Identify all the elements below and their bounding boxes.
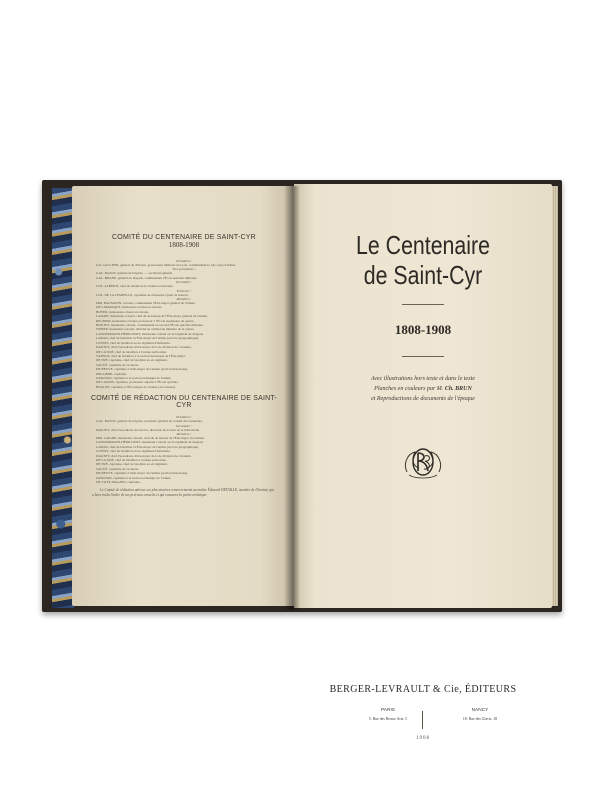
- committee-member: VARNOT, chef de bataillon à la section historique de l'État-major.: [96, 353, 186, 358]
- city-divider: [422, 711, 423, 729]
- title-line-1: Le Centenaire: [356, 230, 490, 260]
- committee-role: Secrétaire :: [175, 280, 193, 285]
- committee-member: LAMAS, chef de bataillon à l'État-major de l'armée (service géographique).: [96, 336, 199, 341]
- publisher-monogram-icon: [401, 442, 445, 482]
- closing-note: Le Comité de rédaction adresse ses plus sincères remerciements au maître Édouard DETAILLE, membre de l'Institut, qui a bien voulu l'aider de ses précieux conseils et qui consacra la partie artistique.: [92, 488, 274, 498]
- redaction-member: DE BEUVE, capitaine à l'état-major de l'armée (section historique).: [96, 471, 188, 476]
- redaction-list: [86, 415, 282, 484]
- left-page-content: [86, 186, 282, 498]
- committee-member: COSSET, chef de bataillon au 2e régiment d'infanterie.: [96, 340, 171, 345]
- committee-role: Président :: [176, 259, 192, 263]
- redaction-member: DAUZET, chef d'escadrons d'état-major de la 4e division de cavalerie.: [96, 453, 192, 458]
- committee-member: DELLIERE, capitaine.: [96, 371, 127, 376]
- years-rule: [402, 356, 444, 357]
- committee-member: LAIGRE, lieutenant-colonel, chef du 4e bureau de l'État-major général de l'armée.: [96, 314, 208, 319]
- open-book: [42, 180, 562, 741]
- redaction-member: GAL. BAZOT, général de brigade, secrétaire général du comité du Centenaire.: [96, 419, 203, 424]
- committee-member: SAUVÉ, capitaine de cavalerie.: [96, 362, 140, 367]
- redaction-member: GRIGNON, capitaine à la section technique de l'armée.: [96, 475, 172, 480]
- redaction-member: DE VOYE-MAGNIN, capitaine.: [96, 480, 141, 485]
- committee-member: GRIGNON, capitaine à la section technique de l'armée.: [96, 375, 172, 380]
- committee-member: DE BEUVE, capitaine à l'état-major de l'armée (section historique).: [96, 367, 188, 372]
- title-years: 1808-1908: [394, 322, 452, 337]
- publication-year: 1908: [416, 736, 430, 741]
- left-page: [72, 186, 294, 606]
- city-paris: PARIS: [380, 708, 396, 713]
- redaction-member: SAUVÉ, capitaine de cavalerie.: [96, 466, 140, 471]
- illustrations-artist: Ch. BRUN: [444, 386, 472, 392]
- redaction-title: COMITÉ DE RÉDACTION DU CENTENAIRE DE SAINT-CYR: [91, 395, 277, 410]
- page-edges: [552, 186, 558, 606]
- committee-member: GAL. BRANE, général de brigade, commandant l'École spéciale militaire.: [96, 275, 198, 280]
- committee-member: DE TRÉ, capitaine, chef de bataillon au 2e régiment.: [96, 358, 168, 363]
- illustrations-line-1: Avec illustrations hors texte et dans le texte: [370, 376, 476, 382]
- redaction-role: Président :: [176, 415, 192, 420]
- committee-role: Trésorier :: [176, 288, 192, 293]
- city-nancy: NANCY: [471, 708, 489, 713]
- redaction-member: LAMAS, chef de bataillon à l'État-major de l'armée (service géographique).: [96, 444, 199, 449]
- committee-member: BOYER, lieutenant-colonel en retraite.: [96, 309, 150, 314]
- redaction-role: Secrétaire :: [175, 423, 193, 428]
- redaction-role: Membres :: [176, 431, 192, 436]
- redaction-member: LANGERMANN-HÉRICOURT, lieutenant-colonel au 3e régiment de dragons.: [96, 440, 204, 445]
- committee-member: Gal. GALLIENI, général de division, gouverneur militaire de Lyon, commandant le 14e corps d'armée.: [96, 263, 236, 267]
- committee-list: [86, 259, 282, 389]
- redaction-member: DE TRÉ, capitaine, chef de bataillon au 2e régiment.: [96, 462, 168, 467]
- publisher-name: BERGER-LEVRAULT & Cie, ÉDITEURS: [329, 684, 517, 695]
- illustrations-line-2-text: Planches en couleurs par M.: [374, 386, 445, 392]
- committee-member: COL. DE LA CHAPELLE, capitaine de chasseurs à pied de réserve.: [96, 292, 189, 297]
- redaction-member: DAUZET, chef d'escadrons de réserve, directeur du Carnet de la Sabretache.: [96, 427, 200, 432]
- committee-member: REGNIER, lieutenant-colonel, professeur à l'École supérieure de guerre.: [96, 318, 195, 323]
- committee-member: LANGERMANN-HÉRICOURT, lieutenant-colonel au 3e régiment de dragons.: [96, 331, 204, 336]
- committee-member: BOUTET, lieutenant-colonel, commandant en second l'École spéciale militaire.: [96, 323, 204, 328]
- committee-years: 1808-1908: [168, 241, 200, 249]
- redaction-member: COSSET, chef de bataillon au 2e régiment d'infanterie.: [96, 449, 171, 454]
- committee-member: DE LA NOË, chef de bataillon à l'armée territoriale.: [96, 349, 167, 354]
- committee-member: MM. BAUMANN, colonel, commandant l'État-major général de l'armée.: [96, 301, 196, 306]
- committee-member: DE LAMARQUE, lieutenant-colonel en retraite.: [96, 305, 163, 310]
- right-page: [294, 184, 552, 741]
- illustrations-line-2: [294, 384, 552, 394]
- address-paris: 5, Rue des Beaux-Arts, 5: [368, 717, 408, 721]
- committee-role: Membres :: [176, 297, 192, 302]
- marbled-endpaper: [52, 188, 74, 608]
- committee-member: DE LAURIS, capitaine, professeur adjoint à l'École spéciale.: [96, 380, 179, 385]
- redaction-member: MM. LAIGRE, lieutenant-colonel, chef du 4e bureau de l'État-major de l'armée.: [96, 435, 205, 440]
- address-nancy: 18, Rue des Glacis, 18: [462, 717, 498, 721]
- committee-member: BOGUET, capitaine à l'État-major de l'armée (1er bureau).: [96, 384, 176, 389]
- illustrations-line-3: et Reproductions de documents de l'époque: [371, 396, 475, 402]
- committee-role: Vice-présidents :: [172, 267, 196, 272]
- title-rule: [402, 304, 444, 305]
- redaction-member: DE LA NOË, chef de bataillon à l'armée territoriale.: [96, 458, 167, 462]
- committee-title: COMITÉ DU CENTENAIRE DE SAINT-CYR: [112, 234, 256, 241]
- title-line-2: de Saint-Cyr: [363, 260, 483, 290]
- spine-gutter: [284, 186, 300, 610]
- committee-member: WEBER, lieutenant-colonel, détaché au cabinet du ministre de la guerre.: [96, 327, 195, 332]
- committee-member: COL. ALBERTI, chef de bataillon de l'armée territoriale.: [96, 284, 174, 289]
- committee-member: DAUZET, chef d'escadrons d'état-major de la 4e division de cavalerie.: [96, 345, 192, 350]
- committee-member: GAL. BAZOT, général de brigade, — secrétaire général.: [96, 271, 174, 276]
